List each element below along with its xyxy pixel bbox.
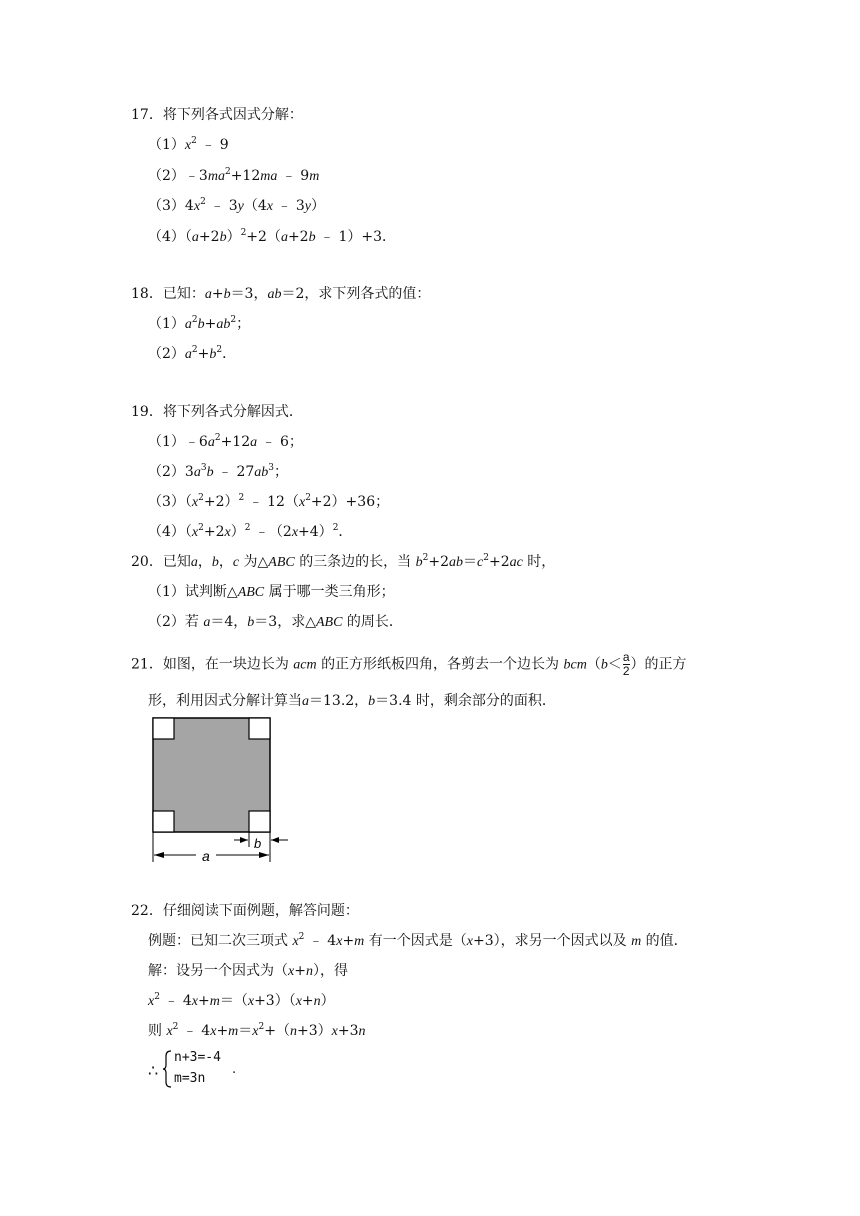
q18-part2: $(2)a^2+b^2$．: [148, 345, 237, 362]
system-equation-1: n+3=-4: [174, 1050, 221, 1065]
q18-stem: 18．已知：a+b＝3，ab＝2，求下列各式的值：: [131, 286, 431, 302]
q19-part4: $(4)(x^2+2x)^2$ $﹣(2x+4)^2$．: [148, 523, 353, 540]
q22-solution-intro: 解：设另一个因式为（x+n），得: [148, 963, 348, 979]
q22-equation-1: $x^2$ ﹣ 4x+m＝（x+3）（x+n）: [148, 992, 335, 1009]
system-end-period: .: [232, 1062, 237, 1077]
q22-example: 例题：已知二次三项式 $x^2$ ﹣ 4x+m 有一个因式是（x+3），求另一个因式以及 m 的值．: [148, 932, 688, 949]
figure-label-b: b: [254, 836, 262, 851]
q17-part4: $(4)(a+2b)^2+2(a+2b$ ﹣ 1）+3．: [148, 228, 397, 245]
corner-cut-top-right: [249, 718, 270, 739]
q18-part1: $(1)a^2b+ab^2$；: [148, 315, 251, 332]
square-cut-corners-figure: [146, 712, 298, 868]
q17-stem: 17．将下列各式因式分解：: [131, 107, 303, 123]
q17-part3: $(3)4x^2$ ﹣ 3y（4x ﹣ 3y）: [148, 197, 325, 214]
q19-part2: $(2)3a^3b$ ﹣ $27ab^3$；: [148, 463, 289, 480]
q20-part1: （1）试判断△ABC 属于哪一类三角形；: [148, 584, 395, 600]
q19-part1: $(1)﹣6a^2+12a$ ﹣ 6；: [148, 433, 303, 450]
therefore-symbol: ∴: [148, 1061, 159, 1080]
fraction-a-over-2: $\frac{a}{2}$: [622, 650, 630, 678]
figure-label-a: a: [202, 848, 210, 864]
q21-line1: 21．如图，在一块边长为 acm 的正方形纸板四角，各剪去一个边长为 bcm（b＜ $\frac{a}{2}$ ）的正方: [131, 650, 687, 678]
q19-stem: 19．将下列各式分解因式．: [131, 404, 303, 420]
equation-system: [162, 1050, 252, 1092]
q21-line2: 形，利用因式分解计算当a＝13.2，b＝3.4 时，剩余部分的面积．: [148, 693, 556, 709]
q20-stem: 20．已知a，b，c 为△ABC 的三条边的长，当 $b^2+2ab=c^2+2ac$ 时，: [131, 553, 556, 570]
system-equation-2: m=3n: [174, 1071, 206, 1086]
corner-cut-top-left: [153, 718, 174, 739]
q17-part1: $(1)x^2$ ﹣ 9: [148, 136, 229, 153]
q17-part2: $(2)﹣3ma^2+12ma$ ﹣ 9m: [148, 167, 320, 184]
left-brace-icon: [162, 1050, 172, 1088]
q22-equation-2: 则 $x^2$ ﹣ $4x+m=x^2+(n+3)x+3n$: [148, 1022, 366, 1039]
q19-part3: $(3)(x^2+2)^2$ ﹣ $12(x^2+2)+36$；: [148, 493, 390, 510]
corner-cut-bottom-right: [249, 811, 270, 832]
q20-part2: （2）若 a＝4，b＝3，求△ABC 的周长．: [148, 614, 403, 630]
corner-cut-bottom-left: [153, 811, 174, 832]
q22-stem: 22．仔细阅读下面例题，解答问题：: [131, 903, 359, 919]
